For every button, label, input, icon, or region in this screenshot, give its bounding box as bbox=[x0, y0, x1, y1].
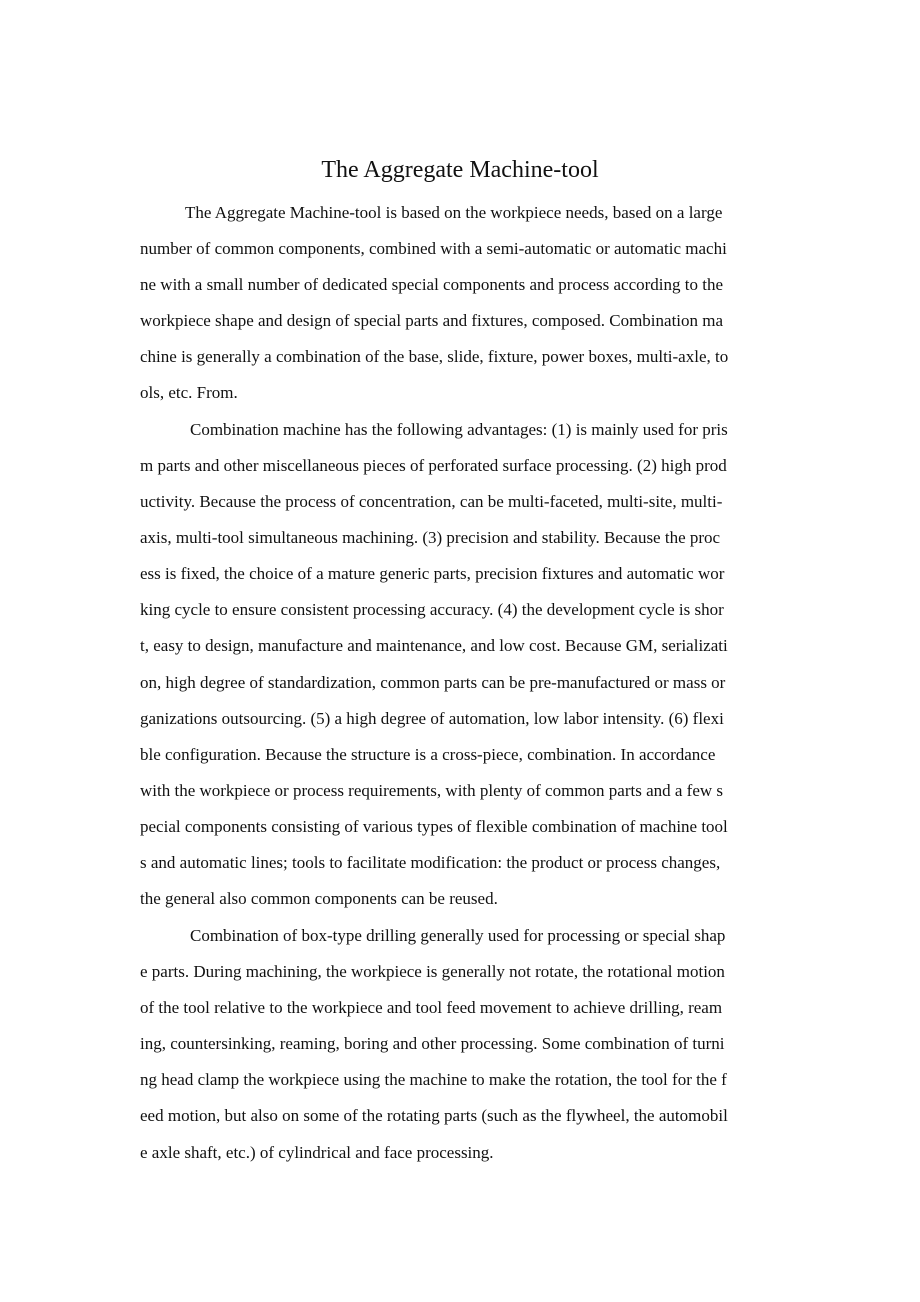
paragraph-line: Combination machine has the following advantages: (1) is mainly used for pris bbox=[190, 420, 728, 439]
paragraph-line: ols, etc. From. bbox=[140, 383, 238, 402]
paragraph-line: e parts. During machining, the workpiece is generally not rotate, the rotational motion bbox=[140, 962, 725, 981]
paragraph-line: eed motion, but also on some of the rotating parts (such as the flywheel, the automobil bbox=[140, 1106, 728, 1125]
paragraph-line: the general also common components can be reused. bbox=[140, 889, 498, 908]
paragraph-line: e axle shaft, etc.) of cylindrical and face processing. bbox=[140, 1143, 494, 1162]
paragraph-line: ble configuration. Because the structure is a cross-piece, combination. In accordance bbox=[140, 745, 716, 764]
paragraph-line: ne with a small number of dedicated special components and process according to the bbox=[140, 275, 724, 294]
paragraph-line: ng head clamp the workpiece using the machine to make the rotation, the tool for the f bbox=[140, 1070, 727, 1089]
paragraph-line: on, high degree of standardization, common parts can be pre-manufactured or mass or bbox=[140, 673, 726, 692]
paragraph-line: pecial components consisting of various types of flexible combination of machine tool bbox=[140, 817, 728, 836]
paragraph-line: ganizations outsourcing. (5) a high degree of automation, low labor intensity. (6) flexi bbox=[140, 709, 724, 728]
document-title: The Aggregate Machine-tool bbox=[321, 157, 599, 183]
paragraph-line: chine is generally a combination of the base, slide, fixture, power boxes, multi-axle, to bbox=[140, 347, 729, 366]
paragraph-line: ess is fixed, the choice of a mature generic parts, precision fixtures and automatic wor bbox=[140, 564, 725, 583]
paragraph-line: m parts and other miscellaneous pieces of perforated surface processing. (2) high prod bbox=[140, 456, 727, 475]
paragraph-line: ing, countersinking, reaming, boring and other processing. Some combination of turni bbox=[140, 1034, 725, 1053]
paragraph-line: uctivity. Because the process of concentration, can be multi-faceted, multi-site, multi- bbox=[140, 492, 723, 511]
paragraph-line: number of common components, combined with a semi-automatic or automatic machi bbox=[140, 239, 727, 258]
paragraph-line: t, easy to design, manufacture and maintenance, and low cost. Because GM, serializati bbox=[140, 636, 728, 655]
paragraph-line: with the workpiece or process requirements, with plenty of common parts and a few s bbox=[140, 781, 724, 800]
paragraph-line: workpiece shape and design of special parts and fixtures, composed. Combination ma bbox=[140, 311, 724, 330]
paragraph-line: s and automatic lines; tools to facilitate modification: the product or process changes, bbox=[140, 853, 721, 872]
paragraph-line: of the tool relative to the workpiece and tool feed movement to achieve drilling, ream bbox=[140, 998, 723, 1017]
paragraph-line: The Aggregate Machine-tool is based on the workpiece needs, based on a large bbox=[185, 203, 723, 222]
paragraph-line: axis, multi-tool simultaneous machining. (3) precision and stability. Because the proc bbox=[140, 528, 721, 547]
paragraph-line: king cycle to ensure consistent processing accuracy. (4) the development cycle is shor bbox=[140, 600, 724, 619]
paragraph-line: Combination of box-type drilling generally used for processing or special shap bbox=[190, 926, 726, 945]
